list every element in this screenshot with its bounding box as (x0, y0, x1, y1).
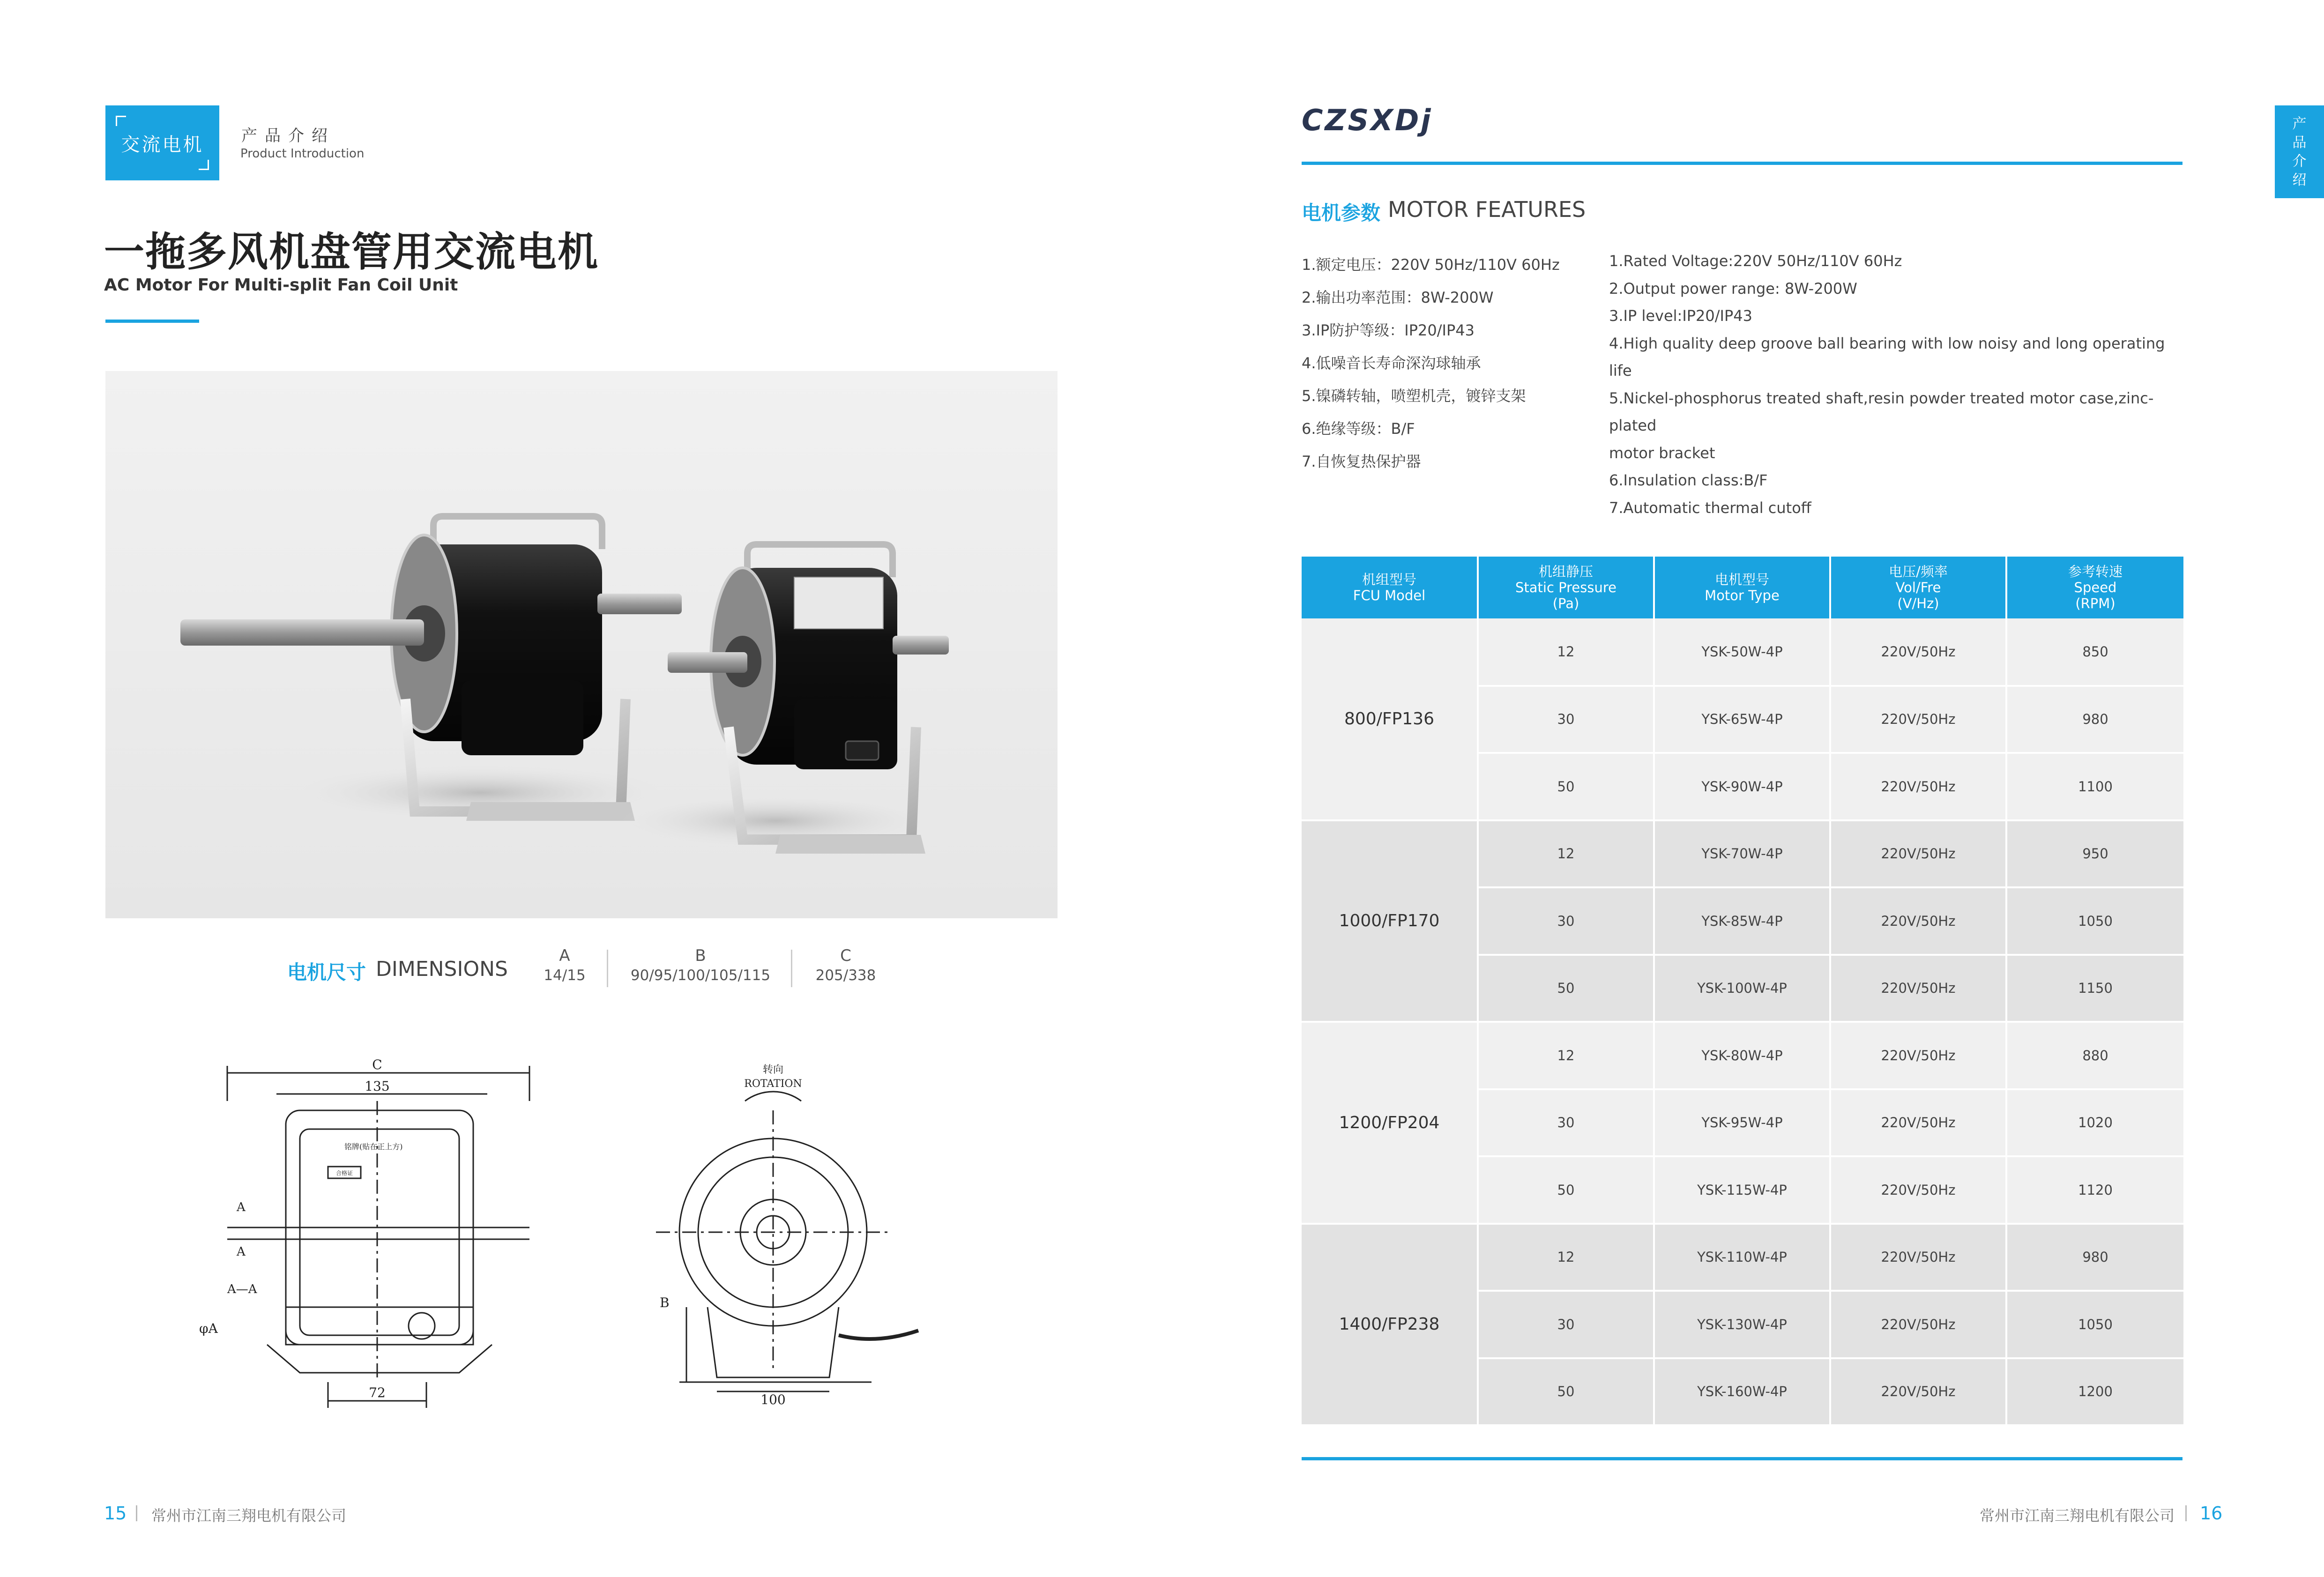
dim-label-135: 135 (365, 1079, 390, 1094)
feature-item-zh: 7.自恢复热保护器 (1302, 453, 1421, 470)
side-tab-char: 品 (2292, 134, 2307, 151)
col-header-static-pressure: 机组静压 Static Pressure (Pa) (1478, 557, 1654, 618)
dim-label-a-bottom: A (237, 1245, 246, 1259)
feature-item-en: 2.Output power range: 8W-200W (1609, 279, 1857, 298)
brand-logo: CZSXDj (1302, 103, 1433, 137)
category-box-label: 交流电机 (121, 134, 204, 156)
category-label-en: Product Introduction (240, 147, 365, 161)
company-name-left: 常州市江南三翔电机有限公司 (151, 1507, 347, 1525)
motor-type-cell: YSK-160W-4P (1654, 1358, 1830, 1426)
company-name-right: 常州市江南三翔电机有限公司 (1980, 1507, 2175, 1525)
certificate-note: 合格证 (335, 1170, 353, 1176)
feature-item-zh: 6.绝缘等级：B/F (1302, 420, 1415, 438)
technical-drawing (187, 1045, 1007, 1420)
table-row (1302, 1022, 2183, 1089)
speed-cell: 1020 (2006, 1089, 2183, 1157)
pressure-cell: 30 (1478, 1089, 1654, 1157)
page-title-en: AC Motor For Multi-split Fan Coil Unit (104, 275, 458, 295)
dimension-key: C (840, 946, 851, 965)
speed-cell: 1150 (2006, 955, 2183, 1022)
col-header-fcu-model: 机组型号 FCU Model (1302, 557, 1478, 618)
corner-bracket-icon (116, 116, 126, 126)
vol-fre-cell: 220V/50Hz (1830, 1089, 2006, 1157)
side-tab (2275, 105, 2324, 198)
pressure-cell: 30 (1478, 1291, 1654, 1358)
pressure-cell: 12 (1478, 820, 1654, 888)
header-rule (1302, 162, 2182, 165)
nameplate-note: 铭牌(贴在正上方) (344, 1142, 403, 1151)
side-tab-char: 介 (2292, 153, 2307, 170)
table-row (1302, 618, 2183, 686)
pressure-cell: 50 (1478, 753, 1654, 820)
pressure-cell: 12 (1478, 1224, 1654, 1291)
dimension-col-a (518, 946, 611, 984)
dimension-value: 14/15 (544, 967, 586, 984)
motor-type-cell: YSK-85W-4P (1654, 887, 1830, 955)
motor-spec-table (1302, 557, 2183, 1426)
category-label-zh: 产品介绍 (241, 126, 335, 145)
dim-label-b: B (660, 1295, 670, 1310)
motor-type-cell: YSK-100W-4P (1654, 955, 1830, 1022)
feature-item-en: 3.IP level:IP20/IP43 (1609, 307, 1752, 325)
vol-fre-cell: 220V/50Hz (1830, 1022, 2006, 1089)
corner-bracket-icon (199, 160, 209, 170)
pressure-cell: 12 (1478, 618, 1654, 686)
feature-item-en: 1.Rated Voltage:220V 50Hz/110V 60Hz (1609, 252, 1902, 270)
feature-item-zh: 5.镍磷转轴，喷塑机壳，镀锌支架 (1302, 387, 1526, 405)
feature-item-en: motor bracket (1609, 444, 1715, 462)
vol-fre-cell: 220V/50Hz (1830, 820, 2006, 888)
motor-type-cell: YSK-115W-4P (1654, 1156, 1830, 1224)
footer-rule (1302, 1457, 2182, 1460)
motor-type-cell: YSK-110W-4P (1654, 1224, 1830, 1291)
col-header-motor-type: 电机型号 Motor Type (1654, 557, 1830, 618)
col-header-speed: 参考转速 Speed (RPM) (2006, 557, 2183, 618)
speed-cell: 1100 (2006, 753, 2183, 820)
feature-item-en: 7.Automatic thermal cutoff (1609, 498, 1811, 517)
title-underline (105, 320, 199, 323)
fcu-model-cell: 1000/FP170 (1302, 820, 1478, 1022)
rotation-label-zh: 转向 (762, 1064, 784, 1076)
fcu-model-cell: 1200/FP204 (1302, 1022, 1478, 1224)
table-header-row (1302, 557, 2183, 618)
dim-label-a-top: A (237, 1200, 246, 1214)
features-label-zh: 电机参数 (1302, 201, 1381, 224)
drawing-svg (187, 1045, 1007, 1420)
page-title-zh: 一拖多风机盘管用交流电机 (104, 229, 599, 275)
dim-label-72: 72 (369, 1385, 386, 1400)
motor-type-cell: YSK-65W-4P (1654, 686, 1830, 753)
dimension-divider (791, 950, 792, 987)
features-list-zh (1302, 248, 1560, 478)
motor-type-cell: YSK-50W-4P (1654, 618, 1830, 686)
pressure-cell: 50 (1478, 1358, 1654, 1426)
page-number-left: 15 (104, 1503, 127, 1524)
pressure-cell: 30 (1478, 887, 1654, 955)
pressure-cell: 50 (1478, 1156, 1654, 1224)
pressure-cell: 50 (1478, 955, 1654, 1022)
vol-fre-cell: 220V/50Hz (1830, 887, 2006, 955)
dimensions-label-zh: 电机尺寸 (287, 961, 366, 984)
dimension-key: B (695, 946, 706, 965)
feature-item-en: 5.Nickel-phosphorus treated shaft,resin powder treated motor case,zinc-plated (1609, 389, 2154, 434)
speed-cell: 1050 (2006, 1291, 2183, 1358)
rotation-label-en: ROTATION (744, 1078, 802, 1090)
category-box (105, 105, 219, 180)
speed-cell: 950 (2006, 820, 2183, 888)
dim-label-c: C (372, 1057, 382, 1072)
feature-item-en: 6.Insulation class:B/F (1609, 471, 1768, 489)
vol-fre-cell: 220V/50Hz (1830, 1224, 2006, 1291)
feature-item-zh: 3.IP防护等级：IP20/IP43 (1302, 321, 1475, 339)
fcu-model-cell: 1400/FP238 (1302, 1224, 1478, 1426)
speed-cell: 850 (2006, 618, 2183, 686)
features-list-en (1609, 247, 2190, 521)
pressure-cell: 30 (1478, 686, 1654, 753)
motor-type-cell: YSK-95W-4P (1654, 1089, 1830, 1157)
motors-illustration (105, 371, 1058, 918)
footer-divider (136, 1505, 137, 1521)
motor-type-cell: YSK-70W-4P (1654, 820, 1830, 888)
footer-divider (2185, 1505, 2187, 1521)
dim-label-phi-a: φA (199, 1321, 218, 1336)
vol-fre-cell: 220V/50Hz (1830, 1156, 2006, 1224)
vol-fre-cell: 220V/50Hz (1830, 686, 2006, 753)
feature-item-en: 4.High quality deep groove ball bearing with low noisy and long operating life (1609, 334, 2165, 379)
speed-cell: 980 (2006, 1224, 2183, 1291)
speed-cell: 1050 (2006, 887, 2183, 955)
dimension-value: 90/95/100/105/115 (630, 967, 771, 984)
dimension-key: A (559, 946, 570, 965)
pressure-cell: 12 (1478, 1022, 1654, 1089)
product-photo (105, 371, 1058, 918)
feature-item-zh: 2.输出功率范围：8W-200W (1302, 289, 1494, 306)
feature-item-zh: 4.低噪音长寿命深沟球轴承 (1302, 354, 1481, 372)
features-label-en: MOTOR FEATURES (1388, 197, 1586, 222)
vol-fre-cell: 220V/50Hz (1830, 753, 2006, 820)
dim-label-aa: A—A (227, 1282, 257, 1296)
speed-cell: 880 (2006, 1022, 2183, 1089)
fcu-model-cell: 800/FP136 (1302, 618, 1478, 820)
dimension-col-b (607, 946, 794, 984)
side-tab-char: 产 (2292, 116, 2307, 132)
speed-cell: 980 (2006, 686, 2183, 753)
col-header-vol-fre: 电压/频率 Vol/Fre (V/Hz) (1830, 557, 2006, 618)
feature-item-zh: 1.额定电压：220V 50Hz/110V 60Hz (1302, 256, 1560, 274)
page-number-right: 16 (2200, 1503, 2223, 1524)
motor-type-cell: YSK-90W-4P (1654, 753, 1830, 820)
dimensions-label-en: DIMENSIONS (376, 957, 508, 981)
dimension-col-c (797, 946, 895, 984)
dimension-value: 205/338 (815, 967, 876, 984)
side-tab-char: 绍 (2292, 172, 2307, 188)
vol-fre-cell: 220V/50Hz (1830, 618, 2006, 686)
table-row (1302, 820, 2183, 888)
speed-cell: 1200 (2006, 1358, 2183, 1426)
speed-cell: 1120 (2006, 1156, 2183, 1224)
vol-fre-cell: 220V/50Hz (1830, 955, 2006, 1022)
table-row (1302, 1224, 2183, 1291)
vol-fre-cell: 220V/50Hz (1830, 1291, 2006, 1358)
motor-type-cell: YSK-80W-4P (1654, 1022, 1830, 1089)
motor-type-cell: YSK-130W-4P (1654, 1291, 1830, 1358)
dim-label-100: 100 (760, 1392, 786, 1407)
vol-fre-cell: 220V/50Hz (1830, 1358, 2006, 1426)
